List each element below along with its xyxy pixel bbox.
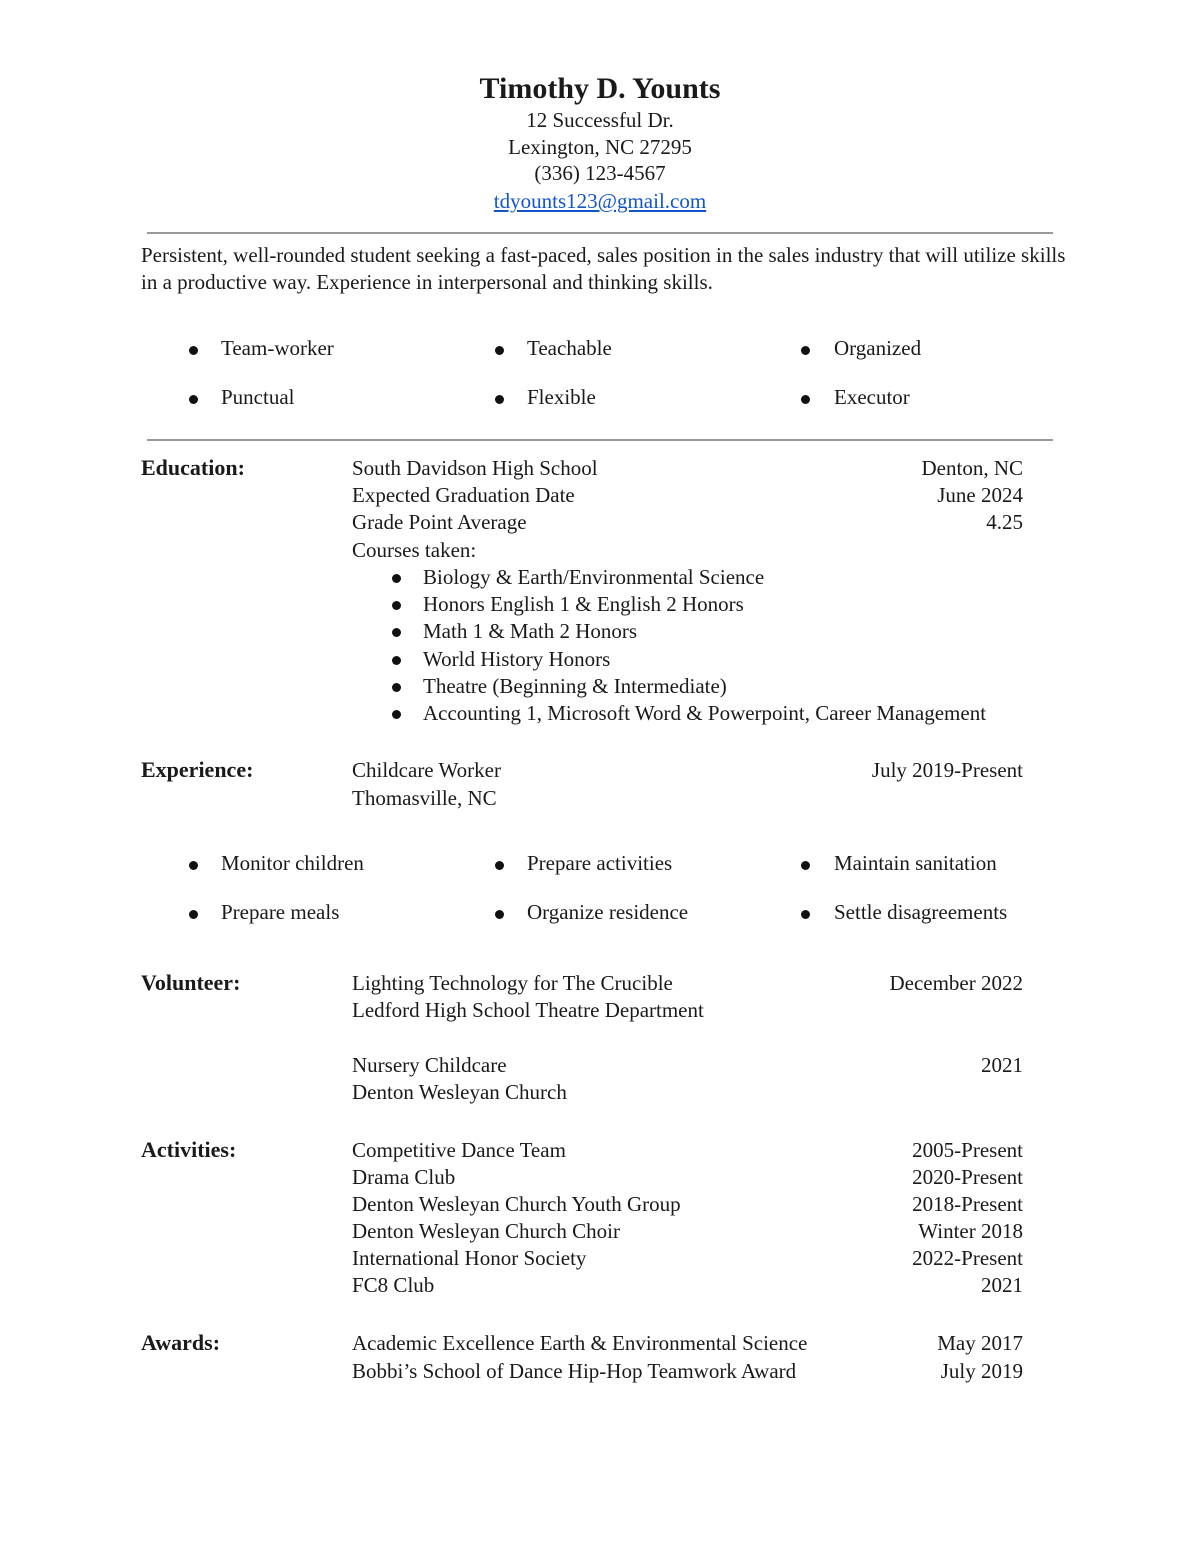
school-name: South Davidson High School: [352, 456, 598, 480]
skill-item: Executor: [834, 385, 910, 409]
course-item: Theatre (Beginning & Intermediate): [423, 674, 727, 698]
volunteer-title: Lighting Technology for The Crucible: [352, 971, 673, 995]
summary-text: Persistent, well-rounded student seeking a fast-paced, sales position in the sales industry that will utilize skills in a productive way. Experience in interpersonal and thinking skills.: [141, 243, 1066, 294]
volunteer-date: 2021: [981, 1053, 1023, 1077]
bullet-icon: [801, 346, 810, 355]
bullet-icon: [495, 910, 504, 919]
duty-item: Organize residence: [527, 900, 689, 924]
award-name: Academic Excellence Earth & Environmental Science: [352, 1331, 808, 1355]
section-heading: Education:: [141, 455, 245, 480]
bullet-icon: [392, 683, 401, 692]
bullet-icon: [495, 346, 504, 355]
activity-name: Denton Wesleyan Church Choir: [352, 1219, 620, 1243]
bullet-icon: [189, 395, 198, 404]
bullet-icon: [392, 628, 401, 637]
header-divider: [147, 232, 1053, 234]
course-item: Accounting 1, Microsoft Word & Powerpoint, Career Management: [423, 701, 987, 725]
duty-item: Monitor children: [221, 851, 364, 875]
course-item: Honors English 1 & English 2 Honors: [423, 592, 744, 616]
bullet-icon: [392, 601, 401, 610]
bullet-icon: [495, 861, 504, 870]
skill-item: Punctual: [221, 385, 295, 409]
activity-date: Winter 2018: [918, 1219, 1023, 1243]
job-location: Thomasville, NC: [352, 786, 497, 810]
section-heading: Volunteer:: [141, 970, 241, 995]
duty-item: Settle disagreements: [834, 900, 1008, 924]
bullet-icon: [392, 656, 401, 665]
skill-item: Team-worker: [221, 336, 334, 360]
award-date: May 2017: [937, 1331, 1023, 1355]
gpa-label: Grade Point Average: [352, 510, 527, 534]
address-line-1: 12 Successful Dr.: [526, 108, 674, 132]
course-item: Biology & Earth/Environmental Science: [423, 565, 765, 589]
section-heading: Awards:: [141, 1330, 221, 1355]
duty-item: Maintain sanitation: [834, 851, 997, 875]
skill-item: Teachable: [527, 336, 612, 360]
skills-divider: [147, 439, 1053, 441]
bullet-icon: [189, 861, 198, 870]
resume-name: Timothy D. Younts: [479, 72, 721, 105]
courses-label: Courses taken:: [352, 538, 477, 562]
job-title: Childcare Worker: [352, 758, 501, 782]
activity-name: Competitive Dance Team: [352, 1138, 566, 1162]
bullet-icon: [495, 395, 504, 404]
bullet-icon: [801, 861, 810, 870]
activity-name: Drama Club: [352, 1165, 456, 1189]
activity-name: International Honor Society: [352, 1246, 587, 1270]
bullet-icon: [801, 395, 810, 404]
bullet-icon: [392, 710, 401, 719]
activity-name: FC8 Club: [352, 1273, 435, 1297]
volunteer-date: December 2022: [889, 971, 1023, 995]
section-heading: Activities:: [141, 1137, 237, 1162]
course-item: Math 1 & Math 2 Honors: [423, 619, 638, 643]
course-item: World History Honors: [423, 647, 611, 671]
graduation-date: June 2024: [937, 483, 1023, 507]
award-name: Bobbi’s School of Dance Hip-Hop Teamwork Award: [352, 1359, 797, 1383]
job-dates: July 2019-Present: [871, 758, 1023, 782]
skill-item: Flexible: [527, 385, 596, 409]
activity-date: 2005-Present: [912, 1138, 1023, 1162]
activity-name: Denton Wesleyan Church Youth Group: [352, 1192, 681, 1216]
email-link[interactable]: tdyounts123@gmail.com: [493, 189, 707, 213]
activity-date: 2020-Present: [912, 1165, 1023, 1189]
bullet-icon: [189, 346, 198, 355]
phone-number: (336) 123-4567: [534, 161, 666, 185]
activity-date: 2022-Present: [912, 1246, 1023, 1270]
bullet-icon: [189, 910, 198, 919]
bullet-icon: [801, 910, 810, 919]
address-line-2: Lexington, NC 27295: [508, 135, 692, 159]
gpa-value: 4.25: [986, 510, 1023, 534]
duty-item: Prepare meals: [221, 900, 340, 924]
bullet-icon: [392, 574, 401, 583]
volunteer-org: Ledford High School Theatre Department: [352, 998, 704, 1022]
activity-date: 2021: [981, 1273, 1023, 1297]
award-date: July 2019: [940, 1359, 1023, 1383]
section-heading: Experience:: [141, 757, 254, 782]
graduation-label: Expected Graduation Date: [352, 483, 575, 507]
volunteer-title: Nursery Childcare: [352, 1053, 507, 1077]
email-row: [0, 189, 1200, 214]
volunteer-org: Denton Wesleyan Church: [352, 1080, 567, 1104]
activity-date: 2018-Present: [912, 1192, 1023, 1216]
school-location: Denton, NC: [921, 456, 1023, 480]
duty-item: Prepare activities: [527, 851, 673, 875]
skill-item: Organized: [834, 336, 922, 360]
